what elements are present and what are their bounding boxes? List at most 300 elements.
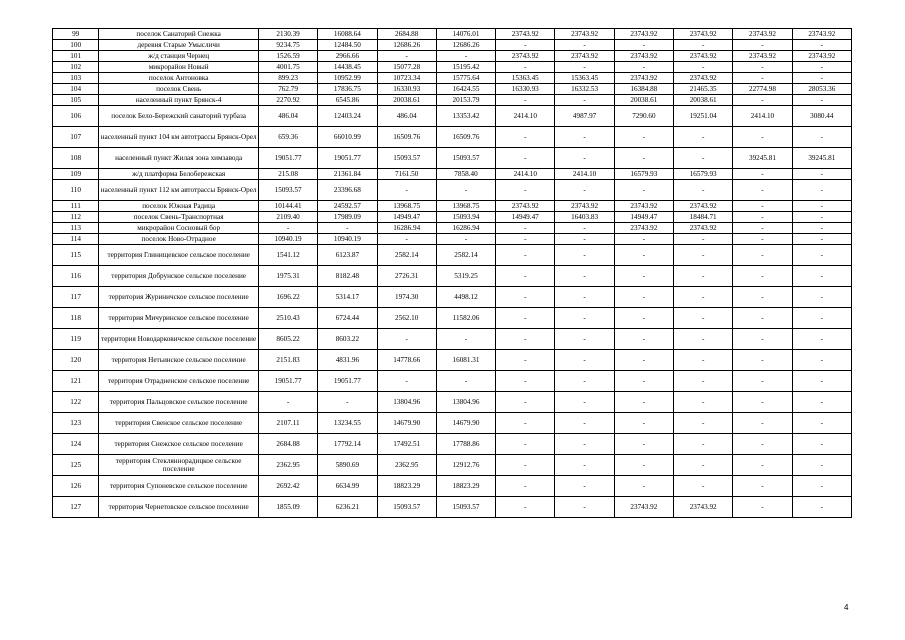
value-cell: -: [436, 329, 495, 350]
value-cell: -: [792, 62, 851, 73]
row-number-cell: 121: [53, 371, 99, 392]
row-name-cell: деревня Старые Умысличи: [99, 40, 259, 51]
value-cell: -: [436, 51, 495, 62]
value-cell: -: [792, 212, 851, 223]
value-cell: 23743.92: [555, 201, 614, 212]
value-cell: -: [792, 350, 851, 371]
value-cell: 4987.97: [555, 106, 614, 127]
table-body: [53, 29, 852, 518]
table-row: [53, 350, 852, 371]
value-cell: -: [674, 287, 733, 308]
value-cell: 2582.14: [436, 245, 495, 266]
value-cell: 23743.92: [614, 497, 673, 518]
value-cell: -: [555, 287, 614, 308]
value-cell: 2582.14: [377, 245, 436, 266]
value-cell: -: [614, 148, 673, 169]
value-cell: -: [674, 476, 733, 497]
value-cell: -: [674, 40, 733, 51]
value-cell: 2107.11: [258, 413, 317, 434]
value-cell: -: [674, 266, 733, 287]
value-cell: -: [555, 234, 614, 245]
value-cell: 14949.47: [496, 212, 555, 223]
value-cell: 2414.10: [496, 169, 555, 180]
value-cell: 7161.50: [377, 169, 436, 180]
table-row: [53, 201, 852, 212]
value-cell: 16081.31: [436, 350, 495, 371]
value-cell: -: [318, 223, 377, 234]
value-cell: 20038.61: [614, 95, 673, 106]
row-name-cell: населенный пункт Жилая зона химзавода: [99, 148, 259, 169]
value-cell: 14076.01: [436, 29, 495, 40]
value-cell: -: [792, 413, 851, 434]
value-cell: -: [436, 234, 495, 245]
value-cell: -: [674, 234, 733, 245]
value-cell: 486.04: [377, 106, 436, 127]
value-cell: -: [436, 371, 495, 392]
value-cell: 3080.44: [792, 106, 851, 127]
value-cell: 10144.41: [258, 201, 317, 212]
value-cell: -: [792, 308, 851, 329]
value-cell: 8603.22: [318, 329, 377, 350]
value-cell: -: [733, 329, 792, 350]
value-cell: 4831.96: [318, 350, 377, 371]
table-row: [53, 266, 852, 287]
value-cell: -: [377, 234, 436, 245]
value-cell: 1975.31: [258, 266, 317, 287]
value-cell: -: [496, 434, 555, 455]
value-cell: -: [555, 266, 614, 287]
value-cell: 16286.94: [436, 223, 495, 234]
value-cell: -: [733, 212, 792, 223]
value-cell: -: [792, 95, 851, 106]
value-cell: -: [674, 329, 733, 350]
value-cell: 13968.75: [377, 201, 436, 212]
value-cell: 16286.94: [377, 223, 436, 234]
value-cell: -: [377, 180, 436, 201]
row-number-cell: 110: [53, 180, 99, 201]
value-cell: 18484.71: [674, 212, 733, 223]
value-cell: 23743.92: [674, 29, 733, 40]
value-cell: -: [792, 287, 851, 308]
row-number-cell: 122: [53, 392, 99, 413]
row-number-cell: 114: [53, 234, 99, 245]
row-name-cell: территория Журиничское сельское поселение: [99, 287, 259, 308]
value-cell: -: [496, 329, 555, 350]
value-cell: 2562.10: [377, 308, 436, 329]
value-cell: 13234.55: [318, 413, 377, 434]
table-row: [53, 392, 852, 413]
value-cell: 16088.64: [318, 29, 377, 40]
row-number-cell: 123: [53, 413, 99, 434]
row-number-cell: 120: [53, 350, 99, 371]
value-cell: -: [733, 169, 792, 180]
value-cell: -: [555, 308, 614, 329]
value-cell: 16579.93: [614, 169, 673, 180]
table-row: [53, 234, 852, 245]
value-cell: -: [792, 223, 851, 234]
value-cell: 13804.96: [377, 392, 436, 413]
row-name-cell: микрорайон Сосновый бор: [99, 223, 259, 234]
value-cell: -: [733, 371, 792, 392]
value-cell: 39245.81: [733, 148, 792, 169]
value-cell: 14438.45: [318, 62, 377, 73]
value-cell: -: [792, 127, 851, 148]
value-cell: 19051.77: [258, 371, 317, 392]
page-number: 4: [844, 603, 849, 612]
value-cell: -: [496, 127, 555, 148]
value-cell: -: [733, 62, 792, 73]
value-cell: 2684.88: [377, 29, 436, 40]
value-cell: -: [674, 434, 733, 455]
row-number-cell: 115: [53, 245, 99, 266]
value-cell: -: [614, 413, 673, 434]
table-row: [53, 29, 852, 40]
value-cell: -: [614, 476, 673, 497]
row-name-cell: ж/д платформа Белобережская: [99, 169, 259, 180]
value-cell: 17788.86: [436, 434, 495, 455]
value-cell: -: [733, 413, 792, 434]
value-cell: -: [436, 180, 495, 201]
value-cell: 15775.64: [436, 73, 495, 84]
value-cell: 2966.66: [318, 51, 377, 62]
table-row: [53, 287, 852, 308]
value-cell: -: [614, 180, 673, 201]
value-cell: 2684.88: [258, 434, 317, 455]
value-cell: -: [555, 127, 614, 148]
value-cell: -: [733, 392, 792, 413]
value-cell: -: [733, 434, 792, 455]
value-cell: 16330.93: [377, 84, 436, 95]
value-cell: -: [555, 392, 614, 413]
value-cell: 10723.34: [377, 73, 436, 84]
value-cell: -: [674, 455, 733, 476]
value-cell: -: [496, 413, 555, 434]
row-number-cell: 126: [53, 476, 99, 497]
value-cell: 16403.83: [555, 212, 614, 223]
row-number-cell: 104: [53, 84, 99, 95]
value-cell: -: [496, 287, 555, 308]
value-cell: 12403.24: [318, 106, 377, 127]
value-cell: -: [614, 329, 673, 350]
value-cell: -: [496, 455, 555, 476]
table-row: [53, 308, 852, 329]
value-cell: -: [318, 392, 377, 413]
value-cell: -: [496, 371, 555, 392]
value-cell: -: [555, 476, 614, 497]
value-cell: 6634.99: [318, 476, 377, 497]
value-cell: -: [555, 223, 614, 234]
table-row: [53, 212, 852, 223]
value-cell: 23743.92: [555, 29, 614, 40]
value-cell: -: [555, 434, 614, 455]
row-number-cell: 99: [53, 29, 99, 40]
value-cell: 17492.51: [377, 434, 436, 455]
value-cell: 19251.04: [674, 106, 733, 127]
value-cell: -: [377, 51, 436, 62]
value-cell: 24592.57: [318, 201, 377, 212]
value-cell: -: [792, 234, 851, 245]
value-cell: 2270.92: [258, 95, 317, 106]
value-cell: -: [614, 350, 673, 371]
value-cell: 23743.92: [674, 497, 733, 518]
row-number-cell: 127: [53, 497, 99, 518]
value-cell: -: [614, 245, 673, 266]
value-cell: -: [792, 434, 851, 455]
value-cell: 2414.10: [496, 106, 555, 127]
value-cell: -: [496, 245, 555, 266]
value-cell: 14949.47: [377, 212, 436, 223]
row-name-cell: территория Отрадненское сельское поселение: [99, 371, 259, 392]
value-cell: -: [792, 329, 851, 350]
value-cell: -: [792, 392, 851, 413]
value-cell: -: [555, 62, 614, 73]
value-cell: 1526.59: [258, 51, 317, 62]
value-cell: -: [555, 329, 614, 350]
value-cell: 5314.17: [318, 287, 377, 308]
value-cell: 23743.92: [733, 29, 792, 40]
value-cell: 23743.92: [674, 201, 733, 212]
value-cell: -: [614, 234, 673, 245]
value-cell: 4001.75: [258, 62, 317, 73]
row-number-cell: 100: [53, 40, 99, 51]
value-cell: -: [733, 266, 792, 287]
value-cell: 12484.50: [318, 40, 377, 51]
value-cell: -: [733, 180, 792, 201]
value-cell: 15077.28: [377, 62, 436, 73]
row-name-cell: поселок Ново-Отрадное: [99, 234, 259, 245]
value-cell: 2692.42: [258, 476, 317, 497]
value-cell: -: [496, 180, 555, 201]
row-name-cell: поселок Южная Радица: [99, 201, 259, 212]
value-cell: 659.36: [258, 127, 317, 148]
value-cell: 16509.76: [436, 127, 495, 148]
value-cell: -: [555, 497, 614, 518]
value-cell: 6123.87: [318, 245, 377, 266]
value-cell: 23743.92: [496, 51, 555, 62]
value-cell: 23743.92: [614, 201, 673, 212]
value-cell: 1696.22: [258, 287, 317, 308]
value-cell: -: [496, 476, 555, 497]
table-row: [53, 73, 852, 84]
value-cell: 5890.69: [318, 455, 377, 476]
value-cell: -: [733, 350, 792, 371]
value-cell: -: [792, 497, 851, 518]
value-cell: -: [674, 350, 733, 371]
row-name-cell: территория Свенское сельское поселение: [99, 413, 259, 434]
row-number-cell: 101: [53, 51, 99, 62]
value-cell: 14679.90: [436, 413, 495, 434]
row-number-cell: 109: [53, 169, 99, 180]
value-cell: 12686.26: [377, 40, 436, 51]
table-row: [53, 51, 852, 62]
value-cell: 10940.19: [318, 234, 377, 245]
value-cell: -: [496, 223, 555, 234]
value-cell: 18823.29: [377, 476, 436, 497]
value-cell: -: [258, 223, 317, 234]
value-cell: 5319.25: [436, 266, 495, 287]
value-cell: -: [792, 266, 851, 287]
value-cell: 15363.45: [555, 73, 614, 84]
value-cell: 15363.45: [496, 73, 555, 84]
row-name-cell: территория Нетьинское сельское поселение: [99, 350, 259, 371]
value-cell: 19051.77: [318, 148, 377, 169]
value-cell: -: [614, 40, 673, 51]
row-number-cell: 106: [53, 106, 99, 127]
value-cell: -: [614, 62, 673, 73]
value-cell: -: [674, 148, 733, 169]
value-cell: -: [792, 201, 851, 212]
value-cell: -: [555, 180, 614, 201]
value-cell: -: [614, 371, 673, 392]
row-number-cell: 107: [53, 127, 99, 148]
value-cell: 10952.99: [318, 73, 377, 84]
value-cell: 10940.19: [258, 234, 317, 245]
value-cell: -: [555, 413, 614, 434]
value-cell: 6545.86: [318, 95, 377, 106]
value-cell: 1541.12: [258, 245, 317, 266]
value-cell: 6236.21: [318, 497, 377, 518]
value-cell: -: [674, 127, 733, 148]
value-cell: 9234.75: [258, 40, 317, 51]
value-cell: -: [258, 392, 317, 413]
row-number-cell: 108: [53, 148, 99, 169]
value-cell: -: [496, 392, 555, 413]
value-cell: 23743.92: [674, 73, 733, 84]
row-number-cell: 113: [53, 223, 99, 234]
table-row: [53, 434, 852, 455]
value-cell: 20038.61: [377, 95, 436, 106]
row-number-cell: 105: [53, 95, 99, 106]
value-cell: -: [733, 497, 792, 518]
value-cell: -: [733, 223, 792, 234]
value-cell: -: [674, 62, 733, 73]
row-name-cell: территория Добрунское сельское поселение: [99, 266, 259, 287]
value-cell: -: [555, 148, 614, 169]
value-cell: 23743.92: [733, 51, 792, 62]
value-cell: 66010.99: [318, 127, 377, 148]
value-cell: 23743.92: [614, 29, 673, 40]
value-cell: -: [733, 476, 792, 497]
value-cell: 23743.92: [674, 51, 733, 62]
row-name-cell: микрорайон Новый: [99, 62, 259, 73]
value-cell: -: [792, 73, 851, 84]
value-cell: 15093.57: [377, 497, 436, 518]
value-cell: 23743.92: [496, 29, 555, 40]
value-cell: 4498.12: [436, 287, 495, 308]
value-cell: 23743.92: [555, 51, 614, 62]
table-row: [53, 40, 852, 51]
value-cell: 23743.92: [674, 223, 733, 234]
value-cell: 762.79: [258, 84, 317, 95]
row-name-cell: территория Снежское сельское поселение: [99, 434, 259, 455]
row-name-cell: территория Пальцовское сельское поселение: [99, 392, 259, 413]
value-cell: 23743.92: [792, 29, 851, 40]
value-cell: 2109.40: [258, 212, 317, 223]
value-cell: -: [733, 201, 792, 212]
value-cell: -: [674, 392, 733, 413]
value-cell: 15093.94: [436, 212, 495, 223]
value-cell: -: [792, 245, 851, 266]
data-table: [52, 28, 852, 518]
value-cell: -: [555, 40, 614, 51]
row-name-cell: населенный пункт Брянск-4: [99, 95, 259, 106]
value-cell: -: [733, 127, 792, 148]
value-cell: -: [614, 455, 673, 476]
value-cell: -: [733, 234, 792, 245]
row-name-cell: территория Мичуринское сельское поселение: [99, 308, 259, 329]
value-cell: 12686.26: [436, 40, 495, 51]
value-cell: 2726.31: [377, 266, 436, 287]
value-cell: 16384.88: [614, 84, 673, 95]
value-cell: 16330.93: [496, 84, 555, 95]
value-cell: -: [733, 245, 792, 266]
value-cell: 2510.43: [258, 308, 317, 329]
value-cell: -: [733, 455, 792, 476]
value-cell: -: [792, 180, 851, 201]
value-cell: -: [555, 455, 614, 476]
value-cell: -: [496, 308, 555, 329]
value-cell: 6724.44: [318, 308, 377, 329]
value-cell: -: [614, 266, 673, 287]
value-cell: 17792.14: [318, 434, 377, 455]
value-cell: 17836.75: [318, 84, 377, 95]
value-cell: 8605.22: [258, 329, 317, 350]
row-name-cell: территория Супоневское сельское поселение: [99, 476, 259, 497]
value-cell: 15093.57: [436, 497, 495, 518]
value-cell: 2414.10: [733, 106, 792, 127]
value-cell: 2414.10: [555, 169, 614, 180]
row-number-cell: 117: [53, 287, 99, 308]
row-name-cell: территория Чернетовское сельское поселение: [99, 497, 259, 518]
value-cell: 14679.90: [377, 413, 436, 434]
value-cell: -: [733, 95, 792, 106]
value-cell: -: [496, 148, 555, 169]
row-name-cell: населенный пункт 104 км автотрассы Брянск-Орел: [99, 127, 259, 148]
value-cell: 23743.92: [792, 51, 851, 62]
value-cell: -: [792, 371, 851, 392]
value-cell: -: [496, 497, 555, 518]
value-cell: -: [733, 73, 792, 84]
value-cell: 1974.30: [377, 287, 436, 308]
row-number-cell: 102: [53, 62, 99, 73]
table-row: [53, 127, 852, 148]
value-cell: 7290.60: [614, 106, 673, 127]
table-row: [53, 371, 852, 392]
table-row: [53, 329, 852, 350]
value-cell: 2151.83: [258, 350, 317, 371]
value-cell: -: [792, 476, 851, 497]
value-cell: 8182.48: [318, 266, 377, 287]
table-row: [53, 148, 852, 169]
row-name-cell: поселок Санаторий Снежка: [99, 29, 259, 40]
table-row: [53, 245, 852, 266]
value-cell: 1855.09: [258, 497, 317, 518]
value-cell: -: [614, 287, 673, 308]
value-cell: -: [614, 308, 673, 329]
value-cell: -: [496, 95, 555, 106]
row-number-cell: 119: [53, 329, 99, 350]
value-cell: -: [674, 371, 733, 392]
table-row: [53, 223, 852, 234]
table-row: [53, 169, 852, 180]
value-cell: 21465.35: [674, 84, 733, 95]
row-number-cell: 125: [53, 455, 99, 476]
value-cell: 23743.92: [614, 73, 673, 84]
value-cell: -: [674, 180, 733, 201]
value-cell: 16579.93: [674, 169, 733, 180]
value-cell: -: [496, 350, 555, 371]
value-cell: -: [496, 234, 555, 245]
